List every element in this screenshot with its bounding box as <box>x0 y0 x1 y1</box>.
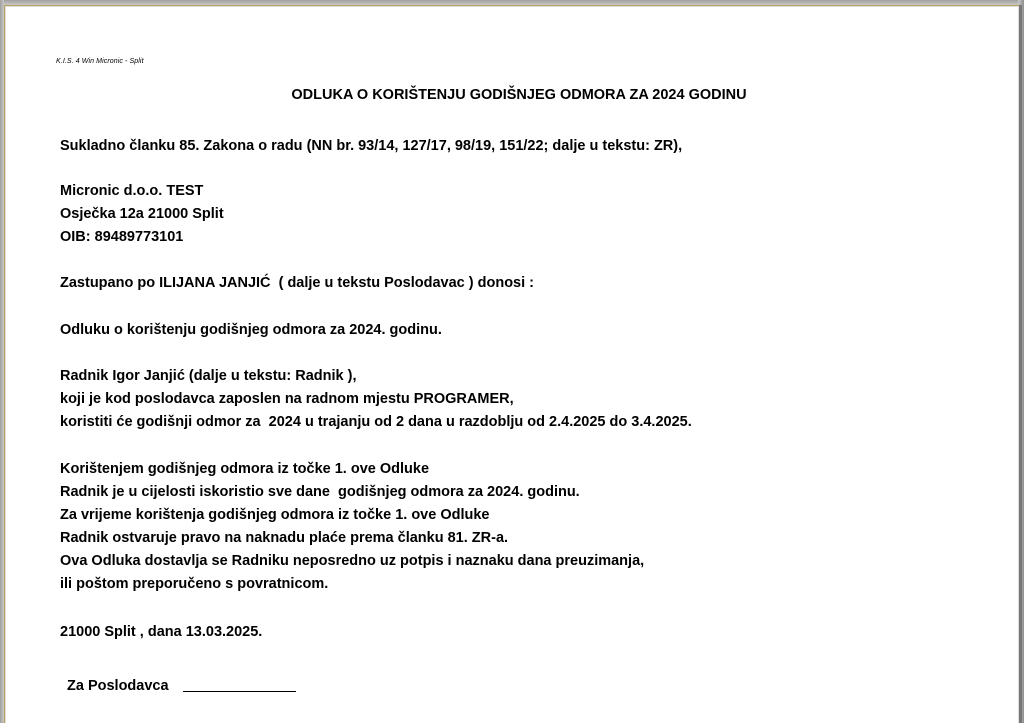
signature-label: Za Poslodavca <box>67 678 169 694</box>
place-date: 21000 Split , dana 13.03.2025. <box>60 624 263 640</box>
legal-basis-text: Sukladno članku 85. Zakona o radu (NN br. 93/14, 127/17, 98/19, 151/22; dalje u tekstu: ZR), <box>60 138 683 154</box>
terms-line-6: ili poštom preporučeno s povratnicom. <box>60 576 329 592</box>
terms-line-5: Ova Odluka dostavlja se Radniku neposredno uz potpis i naznaku dana preuzimanja, <box>60 553 645 569</box>
decision-intro: Odluku o korištenju godišnjeg odmora za 2024. godinu. <box>60 322 442 338</box>
employer-name: Micronic d.o.o. TEST <box>60 183 204 199</box>
employer-address: Osječka 12a 21000 Split <box>60 206 224 222</box>
representative-text: Zastupano po ILIJANA JANJIĆ ( dalje u tekstu Poslodavac ) donosi : <box>60 275 534 291</box>
signature-block <box>67 675 296 694</box>
document-page <box>4 5 1019 723</box>
terms-line-4: Radnik ostvaruje pravo na naknadu plaće prema članku 81. ZR-a. <box>60 530 509 546</box>
software-header: K.I.S. 4 Win Micronic - Split <box>56 58 144 65</box>
signature-line <box>183 675 296 692</box>
terms-line-1: Korištenjem godišnjeg odmora iz točke 1. ove Odluke <box>60 461 430 477</box>
employee-line-2: koji je kod poslodavca zaposlen na radnom mjestu PROGRAMER, <box>60 391 514 407</box>
employee-line-3: koristiti će godišnji odmor za 2024 u trajanju od 2 dana u razdoblju od 2.4.2025 do 3.4.2025. <box>60 414 692 430</box>
employee-line-1: Radnik Igor Janjić (dalje u tekstu: Radnik ), <box>60 368 357 384</box>
terms-line-2: Radnik je u cijelosti iskoristio sve dane godišnjeg odmora za 2024. godinu. <box>60 484 580 500</box>
document-title: ODLUKA O KORIŠTENJU GODIŠNJEG ODMORA ZA 2024 GODINU <box>291 87 747 103</box>
terms-line-3: Za vrijeme korištenja godišnjeg odmora iz točke 1. ove Odluke <box>60 507 490 523</box>
employer-oib: OIB: 89489773101 <box>60 229 184 245</box>
